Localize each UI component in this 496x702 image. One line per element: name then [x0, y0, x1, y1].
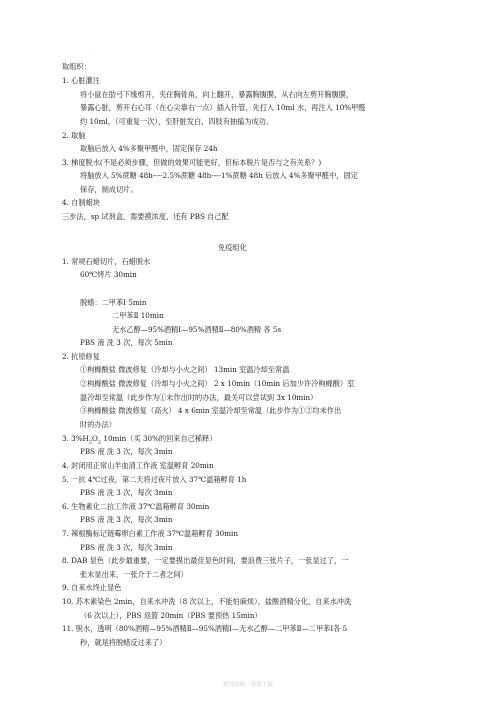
step-heading: 9. 自来水终止显色: [62, 583, 122, 592]
paragraph-line: PBS 液 洗 3 次，每次 5min: [80, 338, 173, 347]
section-heading-tissue: 取组织：: [62, 62, 91, 71]
step-heading: 8. DAB 显色（此步最重要，一定要摸出最佳显色时间，要浪费三张片子，一张显过了，一: [62, 556, 349, 565]
step-heading: 3. 梯度脱水(不是必须步骤，但做的效果可能更好，但标本脱片是否与之有关系？): [62, 158, 322, 167]
paragraph-line: ③枸橼酸盐 微波修复（高火） 4 x 6min 室温冷却至常温（此步作为①②均未作出: [80, 406, 342, 415]
header-dot: .: [88, 46, 90, 52]
step-heading: 2. 抗原修复: [62, 352, 100, 361]
section-title-immunohistochemistry: 免疫组化: [218, 243, 247, 252]
paragraph-line: 无水乙醇—95%酒精Ⅰ—95%酒精Ⅱ—80%酒精 各 5s: [112, 325, 282, 334]
h2o2-prefix: 3. 3%H: [62, 434, 89, 443]
step-heading: 7. 辣根酶标记链霉卵白素工作液 37℃温箱孵育 30min: [62, 529, 238, 538]
paragraph-line: 约 10ml，（可重复一次），至肝脏发白，四肢有抽搐为成功。: [80, 117, 274, 126]
subscript: 2: [88, 439, 93, 446]
paragraph-line: PBS 液 洗 3 次，每次 3min: [80, 515, 173, 524]
step-heading: 6. 生物素化二抗工作液 37℃温箱孵育 30min: [62, 502, 210, 511]
paragraph-line: PBS 液 洗 3 次，每次 3min: [80, 488, 173, 497]
step-heading: 1. 常规石蜡切片，石蜡脱水: [62, 257, 151, 266]
step-heading: 2. 取脑: [62, 131, 86, 140]
paragraph-line: 60℃烤片 30min: [80, 270, 137, 279]
h2o2-o: O: [92, 434, 98, 443]
paragraph-line: PBS 液 洗 3 次，每次 3min: [80, 447, 173, 456]
h2o2-suffix: 10min（买 30%的回来自己稀释）: [101, 434, 217, 443]
paragraph-line: ②枸橼酸盐 微波修复（冷却与小火之间） 2 x 10min（10min 后加少许冷枸橼酸）室: [80, 379, 355, 388]
paragraph-line: （6 次以上），PBS 返篮 20min（PBS 要预热 15min）: [80, 611, 262, 620]
paragraph-line: 脱蜡：二甲苯Ⅰ 5min: [80, 298, 147, 307]
paragraph-line: 暴露心脏，剪开右心耳（在心尖靠右一点）插入针管，先打入 10ml 水，再注入 10%甲醛: [80, 103, 366, 112]
step-heading-h2o2: [62, 434, 216, 444]
paragraph-line: 取脑后放入 4%多聚甲醛中，固定保存 24h: [80, 144, 218, 153]
paragraph-line: 将小鼠在肋弓下缘剪开，夹住胸骨角，向上翻开，暴露胸腹膜，从右向左剪开胸腹膜，: [80, 90, 354, 99]
paragraph-line: 保存，制成切片。: [80, 185, 138, 194]
step-heading: 1. 心脏灌注: [62, 76, 100, 85]
paragraph-line: 三步法，sp 试剂盒，需要摸浓度，还有 PBS 自己配: [62, 212, 229, 221]
paragraph-line: 时的办法）: [80, 420, 116, 429]
paragraph-line: 将脑放入 5%蔗糖 48h----2.5%蔗糖 48h----1%蔗糖 48h 后放入 4%多聚甲醛中，固定: [80, 171, 358, 180]
subscript: 2: [97, 439, 102, 446]
step-heading: 4. 封闭用正常山羊血清工作液 室温孵育 20min: [62, 461, 214, 470]
paragraph-line: 秒，就是将脱蜡反过来了）: [80, 638, 167, 647]
paragraph-line: PBS 液 洗 3 次，每次 3min: [80, 543, 173, 552]
paragraph-line: 张未显出来，一张介于二者之间）: [80, 570, 188, 579]
paragraph-line: ①枸橼酸盐 微波修复（冷却与小火之间） 13min 室温冷却至常温: [80, 365, 290, 374]
step-heading: 5. 一抗 4℃过夜，第二天将过夜片放入 37℃温箱孵育 1h: [62, 475, 247, 484]
step-heading: 10. 苏木素染色 2min，自来水冲洗（8 次以上，不能怕麻烦），盐酸酒精分化，自来水冲洗: [62, 597, 352, 606]
step-heading: 4. 自制蜡块: [62, 198, 100, 207]
paragraph-line: 温冷却至常温（此步作为①未作出时的办法，最关可以尝试到 3x 10min）: [80, 393, 318, 402]
paragraph-line: 二甲苯Ⅱ 10min: [112, 311, 164, 320]
page-footer: 精选资料，欢迎下载: [223, 682, 273, 688]
step-heading: 11. 脱水，透明（80%酒精—95%酒精Ⅱ—95%酒精Ⅰ—无水乙醇—二甲苯Ⅱ—二甲苯Ⅰ各 5: [62, 624, 348, 633]
